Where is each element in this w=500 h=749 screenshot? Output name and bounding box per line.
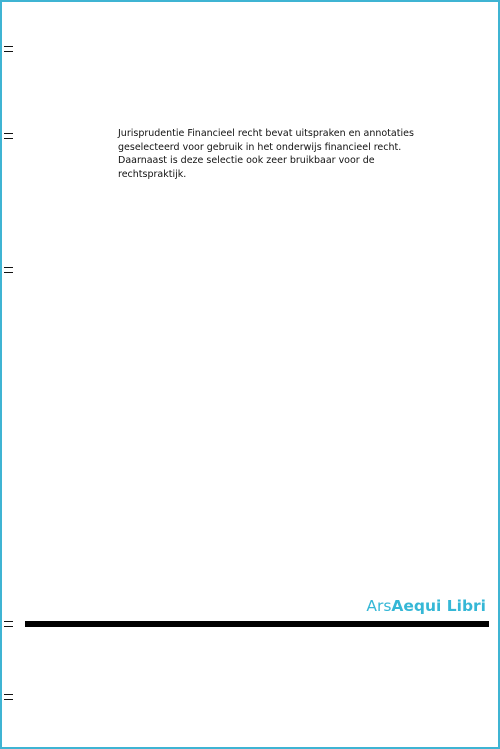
- description-line: geselecteerd voor gebruik in het onderwijs financieel recht.: [118, 141, 402, 153]
- bottom-rule: [25, 621, 489, 627]
- crop-mark: [4, 133, 13, 139]
- publisher-logo-ars: Ars: [366, 597, 392, 615]
- book-description: [118, 127, 418, 181]
- crop-mark: [4, 46, 13, 52]
- crop-mark: [4, 694, 13, 700]
- publisher-logo: [366, 597, 486, 615]
- crop-mark: [4, 267, 13, 273]
- description-line: Jurisprudentie Financieel recht bevat uitspraken en annotaties: [118, 128, 414, 139]
- publisher-logo-aequi-libri: Aequi Libri: [391, 597, 486, 615]
- description-line: Daarnaast is deze selectie ook zeer bruikbaar voor de: [118, 155, 375, 166]
- crop-mark: [4, 621, 13, 627]
- description-line: rechtspraktijk.: [118, 168, 187, 180]
